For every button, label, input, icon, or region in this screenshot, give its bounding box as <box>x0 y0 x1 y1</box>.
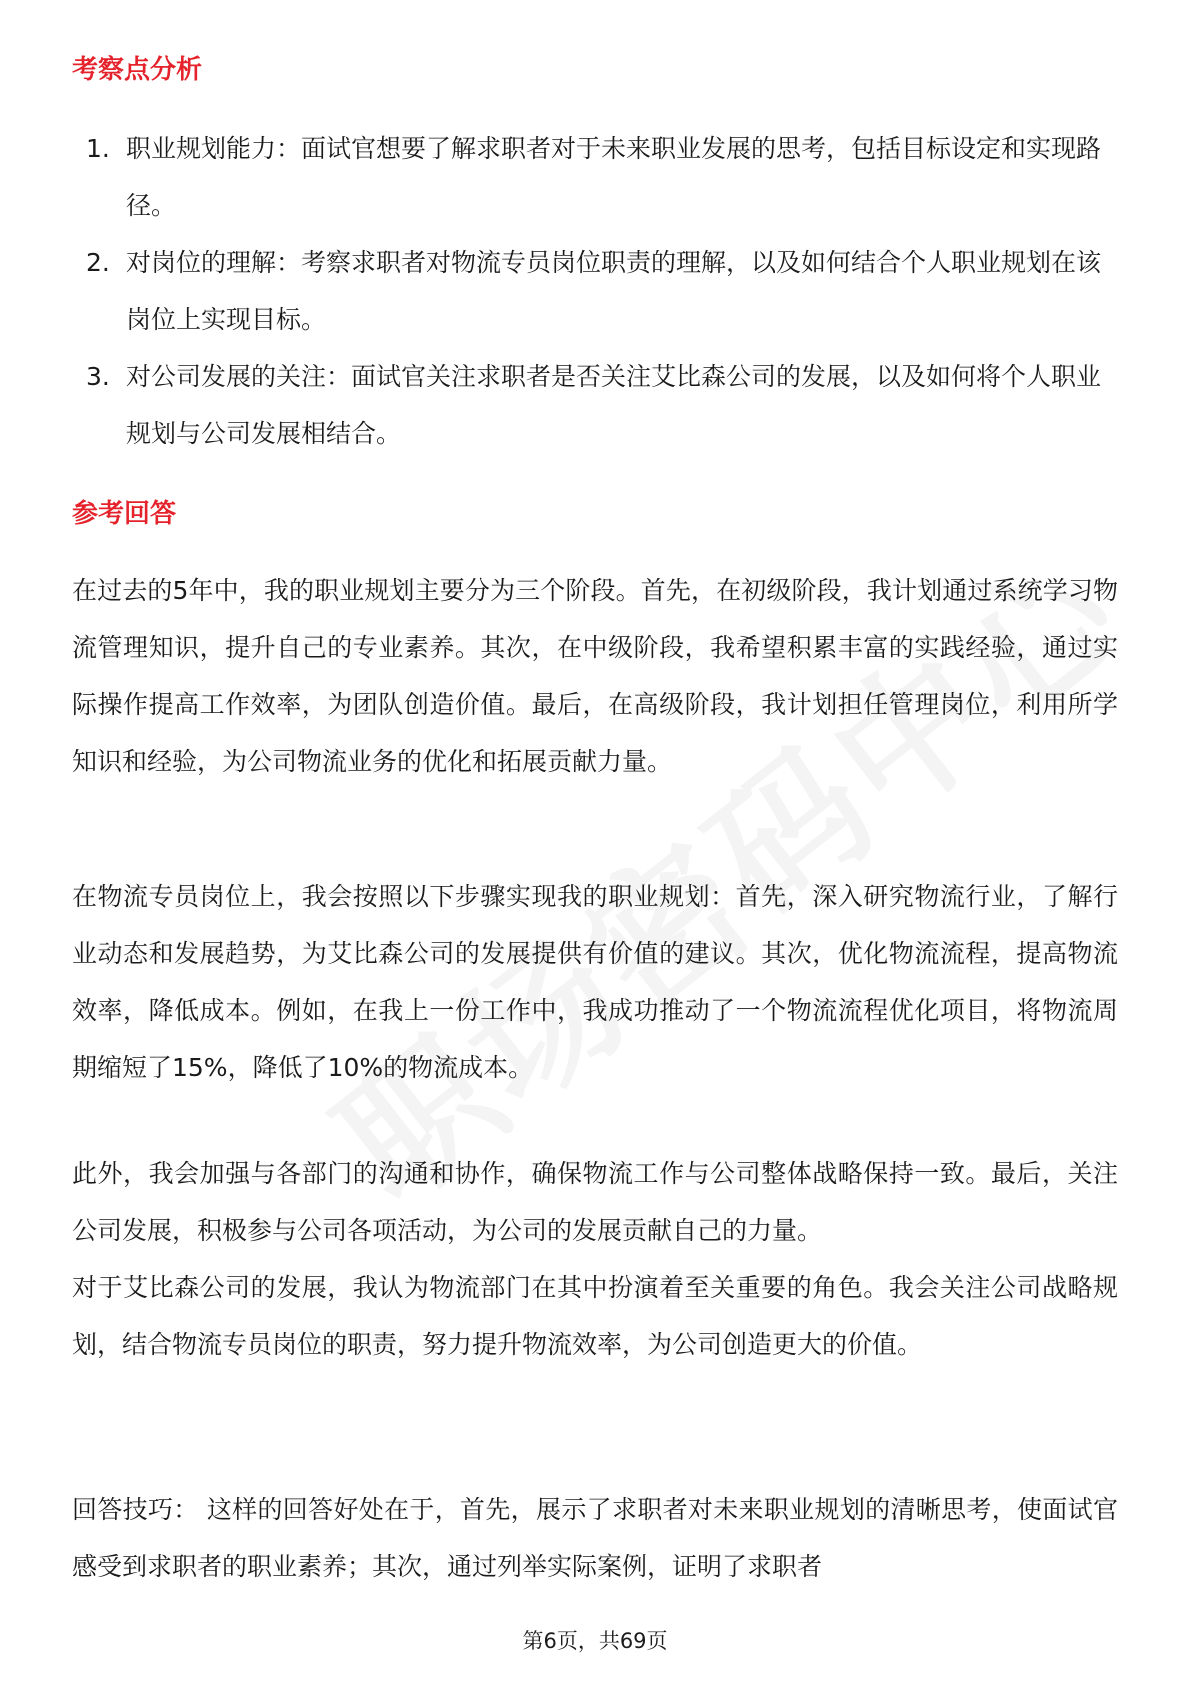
list-item <box>72 120 1118 234</box>
list-item-text: 对岗位的理解：考察求职者对物流专员岗位职责的理解，以及如何结合个人职业规划在该岗位上实现目标。 <box>126 248 1102 334</box>
analysis-list <box>72 120 1118 462</box>
list-item-number: 3. <box>86 362 110 391</box>
answer-tips-paragraph: 回答技巧： 这样的回答好处在于，首先，展示了求职者对未来职业规划的清晰思考，使面试官感受到求职者的职业素养；其次，通过列举实际案例，证明了求职者 <box>72 1495 1118 1581</box>
list-item <box>72 234 1118 348</box>
answer-paragraph: 在物流专员岗位上，我会按照以下步骤实现我的职业规划：首先，深入研究物流行业，了解行业动态和发展趋势，为艾比森公司的发展提供有价值的建议。其次，优化物流流程，提高物流效率，降低成本。例如，在我上一份工作中，我成功推动了一个物流流程优化项目，将物流周期缩短了15%，降低了10%的物流成本。 <box>72 882 1118 1082</box>
answer-paragraph: 对于艾比森公司的发展，我认为物流部门在其中扮演着至关重要的角色。我会关注公司战略规划，结合物流专员岗位的职责，努力提升物流效率，为公司创造更大的价值。 <box>72 1273 1118 1359</box>
answer-paragraph: 在过去的5年中，我的职业规划主要分为三个阶段。首先，在初级阶段，我计划通过系统学习物流管理知识，提升自己的专业素养。其次，在中级阶段，我希望积累丰富的实践经验，通过实际操作提高工作效率，为团队创造价值。最后，在高级阶段，我计划担任管理岗位，利用所学知识和经验，为公司物流业务的优化和拓展贡献力量。 <box>72 576 1118 776</box>
section-title-answer: 参考回答 <box>72 499 177 529</box>
list-item <box>72 348 1118 462</box>
answer-paragraph: 此外，我会加强与各部门的沟通和协作，确保物流工作与公司整体战略保持一致。最后，关注公司发展，积极参与公司各项活动，为公司的发展贡献自己的力量。 <box>72 1159 1118 1245</box>
section-title-analysis: 考察点分析 <box>72 55 203 85</box>
list-item-text: 对公司发展的关注：面试官关注求职者是否关注艾比森公司的发展，以及如何将个人职业规划与公司发展相结合。 <box>126 362 1102 448</box>
list-item-number: 1. <box>86 134 110 163</box>
page-number: 第6页，共69页 <box>522 1629 668 1653</box>
list-item-number: 2. <box>86 248 110 277</box>
list-item-text: 职业规划能力：面试官想要了解求职者对于未来职业发展的思考，包括目标设定和实现路径。 <box>126 134 1102 220</box>
